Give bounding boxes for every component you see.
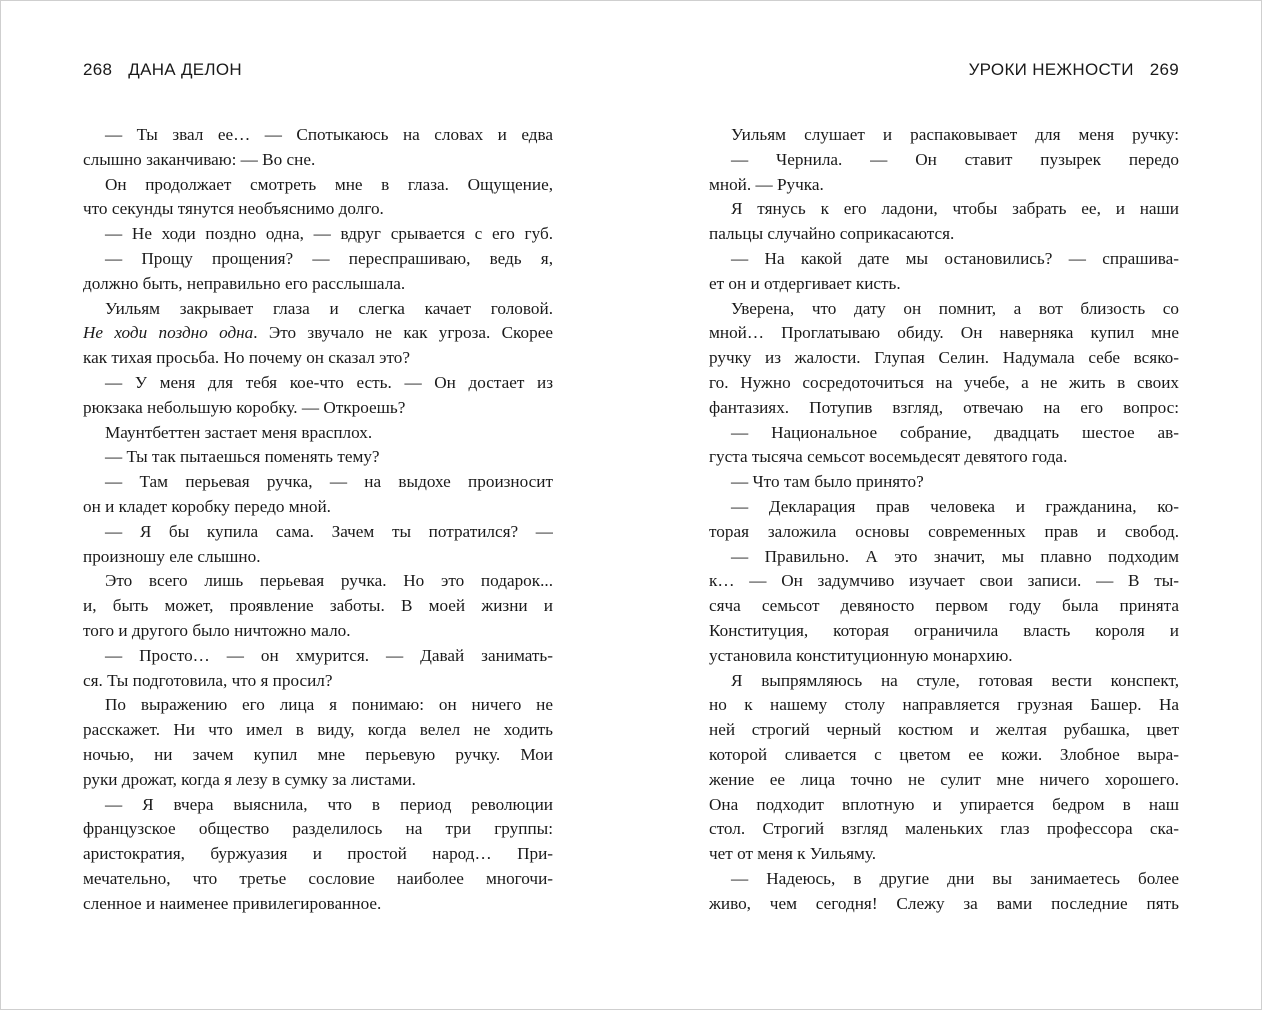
text-line — [709, 569, 1179, 594]
text-line-content: рюкзака небольшую коробку. — Откроешь? — [83, 397, 406, 417]
text-line-content: установила конституционную монархию. — [709, 645, 1013, 665]
text-line — [83, 123, 553, 148]
text-line — [709, 520, 1179, 545]
text-line-content: По выражению его лица я понимаю: он ничего не — [105, 695, 553, 715]
text-line-content: того и другого было ничтожно мало. — [83, 620, 351, 640]
text-line-content: и, быть может, проявление заботы. В моей жизни и — [83, 596, 553, 616]
text-line — [709, 644, 1179, 669]
text-line — [709, 222, 1179, 247]
text-line-content: Конституция, которая ограничила власть короля и — [709, 620, 1179, 640]
text-line-content: пальцы случайно соприкасаются. — [709, 224, 955, 244]
text-line — [83, 421, 553, 446]
italic-phrase: Не ходи поздно одна — [83, 323, 254, 343]
text-line — [83, 470, 553, 495]
text-line — [709, 470, 1179, 495]
text-line — [83, 495, 553, 520]
text-line-content: . Это звучало не как угроза. Скорее — [253, 323, 553, 343]
text-line-content: аристократия, буржуазия и простой народ… При- — [83, 844, 553, 864]
text-line — [709, 247, 1179, 272]
text-line — [709, 718, 1179, 743]
text-line-content: — У меня для тебя кое-что есть. — Он достает из — [105, 372, 553, 392]
text-line — [709, 669, 1179, 694]
text-line-content: ней строгий черный костюм и желтая рубашка, цвет — [709, 720, 1179, 740]
text-line-content: ночью, ни зачем купил мне перьевую ручку. Мои — [83, 744, 553, 764]
text-line — [709, 123, 1179, 148]
text-line — [709, 173, 1179, 198]
text-line-content: руки дрожат, когда я лезу в сумку за листами. — [83, 769, 416, 789]
text-line-content: расскажет. Ни что имел в виду, когда велел не ходить — [83, 720, 553, 740]
text-line-content: слышно заканчиваю: — Во сне. — [83, 149, 316, 169]
text-line — [83, 718, 553, 743]
text-line-content: — Что там было принято? — [731, 472, 924, 492]
text-line-content: произношу еле слышно. — [83, 546, 261, 566]
text-line — [83, 297, 553, 322]
text-line-content: мной… Проглатываю обиду. Он наверняка купил мне — [709, 323, 1179, 343]
text-line-content: сяча семьсот девяносто первом году была принята — [709, 596, 1179, 616]
text-line — [709, 297, 1179, 322]
text-line — [83, 371, 553, 396]
text-line-content: — Прощу прощения? — переспрашиваю, ведь я, — [105, 248, 553, 268]
text-line — [709, 445, 1179, 470]
text-line — [83, 222, 553, 247]
text-line — [709, 842, 1179, 867]
text-line-content: — Чернила. — Он ставит пузырек передо — [731, 149, 1179, 169]
text-line — [83, 445, 553, 470]
text-line — [709, 867, 1179, 892]
text-line-content: он и кладет коробку передо мной. — [83, 496, 331, 516]
text-line — [83, 768, 553, 793]
text-line-content: го. Нужно сосредоточиться на учебе, а не жить в своих — [709, 372, 1179, 392]
text-line — [709, 495, 1179, 520]
text-line-content: мечательно, что третье сословие наиболее многочи- — [83, 868, 553, 888]
text-line-content: стол. Строгий взгляд маленьких глаз профессора ска- — [709, 819, 1179, 839]
text-line-content: но к нашему столу направляется грузная Башер. На — [709, 695, 1179, 715]
text-line-content: — Я вчера выяснила, что в период революции — [105, 794, 553, 814]
text-line — [709, 148, 1179, 173]
text-line — [709, 346, 1179, 371]
text-line — [83, 197, 553, 222]
text-line-content: ет он и отдергивает кисть. — [709, 273, 901, 293]
text-line — [709, 421, 1179, 446]
text-line-content: Она подходит вплотную и упирается бедром в наш — [709, 794, 1179, 814]
right-running-head — [969, 60, 1179, 80]
text-line-content: Уверена, что дату он помнит, а вот близость со — [731, 298, 1179, 318]
text-line-content: густа тысяча семьсот восемьдесят девятого года. — [709, 447, 1068, 467]
text-line — [83, 693, 553, 718]
text-line-content: — Надеюсь, в другие дни вы занимаетесь более — [731, 868, 1179, 888]
text-line — [709, 371, 1179, 396]
text-line-content: чет от меня к Уильяму. — [709, 844, 877, 864]
text-line — [83, 619, 553, 644]
text-line — [709, 817, 1179, 842]
text-line — [83, 247, 553, 272]
text-line-content: французское общество разделилось на три группы: — [83, 819, 553, 839]
text-line — [709, 693, 1179, 718]
text-line-content: Уильям слушает и распаковывает для меня ручку: — [731, 125, 1179, 144]
text-line-content: что секунды тянутся необъяснимо долго. — [83, 199, 384, 219]
text-line-content: — Национальное собрание, двадцать шестое ав- — [731, 422, 1179, 442]
text-line-content: — Правильно. А это значит, мы плавно подходим — [731, 546, 1179, 566]
left-page-text — [83, 123, 553, 917]
text-line — [83, 346, 553, 371]
text-line — [709, 594, 1179, 619]
text-line — [83, 321, 553, 346]
text-line — [83, 644, 553, 669]
text-line-content: жение ее лица точно не сулит мне ничего хорошего. — [709, 769, 1179, 789]
text-line-content: — Я бы купила сама. Зачем ты потратился? — — [105, 521, 553, 541]
text-line-content: — Не ходи поздно одна, — вдруг срывается с его губ. — [105, 224, 553, 244]
text-line-content: как тихая просьба. Но почему он сказал это? — [83, 348, 410, 368]
text-line — [709, 619, 1179, 644]
left-running-head — [83, 60, 242, 80]
text-line — [83, 817, 553, 842]
text-line-content: — Декларация прав человека и гражданина, ко- — [731, 496, 1179, 516]
text-line — [709, 197, 1179, 222]
text-line-content: ся. Ты подготовила, что я просил? — [83, 670, 333, 690]
text-line-content: мной. — Ручка. — [709, 174, 824, 194]
text-line-content: к… — Он задумчиво изучает свои записи. — В ты- — [709, 571, 1179, 591]
text-line — [83, 594, 553, 619]
text-line — [83, 569, 553, 594]
text-line — [83, 173, 553, 198]
text-line — [83, 892, 553, 917]
text-line-content: фантазиях. Потупив взгляд, отвечаю на его вопрос: — [709, 397, 1179, 417]
text-line-content: Я выпрямляюсь на стуле, готовая вести конспект, — [731, 670, 1179, 690]
text-line-content: Уильям закрывает глаза и слегка качает головой. — [105, 298, 553, 318]
text-line — [83, 743, 553, 768]
text-line-content: Маунтбеттен застает меня врасплох. — [105, 422, 373, 442]
text-line — [709, 743, 1179, 768]
text-line — [83, 396, 553, 421]
text-line-content: — Ты звал ее… — Спотыкаюсь на словах и едва — [105, 125, 553, 144]
text-line-content: торая заложила основы современных прав и свобод. — [709, 521, 1179, 541]
right-page-text — [709, 123, 1179, 917]
text-line — [83, 272, 553, 297]
text-line — [83, 793, 553, 818]
text-line — [709, 396, 1179, 421]
text-line-content: — Просто… — он хмурится. — Давай занимать- — [105, 645, 553, 665]
text-line-content: — Ты так пытаешься поменять тему? — [105, 447, 380, 467]
text-line-content: Это всего лишь перьевая ручка. Но это подарок... — [105, 571, 553, 591]
text-line — [709, 272, 1179, 297]
text-line-content: — На какой дате мы остановились? — спрашива- — [731, 248, 1179, 268]
text-line-content: сленное и наименее привилегированное. — [83, 893, 382, 913]
text-line — [709, 768, 1179, 793]
text-line — [709, 892, 1179, 917]
text-line — [709, 545, 1179, 570]
left-page-number: 268 — [83, 60, 113, 79]
text-line — [83, 545, 553, 570]
text-line — [709, 793, 1179, 818]
text-line-content: ручку из жалости. Глупая Селин. Надумала себе всяко- — [709, 348, 1179, 368]
text-line — [83, 148, 553, 173]
text-line — [83, 520, 553, 545]
right-running-title: УРОКИ НЕЖНОСТИ — [968, 60, 1134, 79]
text-line-content: — Там перьевая ручка, — на выдохе произносит — [105, 472, 553, 492]
left-running-title: ДАНА ДЕЛОН — [128, 60, 242, 79]
text-line — [709, 321, 1179, 346]
text-line-content: живо, чем сегодня! Слежу за вами последние пять — [709, 893, 1179, 913]
text-line-content: Он продолжает смотреть мне в глаза. Ощущение, — [105, 174, 553, 194]
text-line — [83, 669, 553, 694]
text-line-content: которой сливается с цветом ее кожи. Злобное выра- — [709, 744, 1179, 764]
text-line-content: должно быть, неправильно его расслышала. — [83, 273, 406, 293]
right-page-number: 269 — [1149, 60, 1179, 79]
text-line — [83, 867, 553, 892]
text-line — [83, 842, 553, 867]
text-line-content: Я тянусь к его ладони, чтобы забрать ее, и наши — [731, 199, 1179, 219]
